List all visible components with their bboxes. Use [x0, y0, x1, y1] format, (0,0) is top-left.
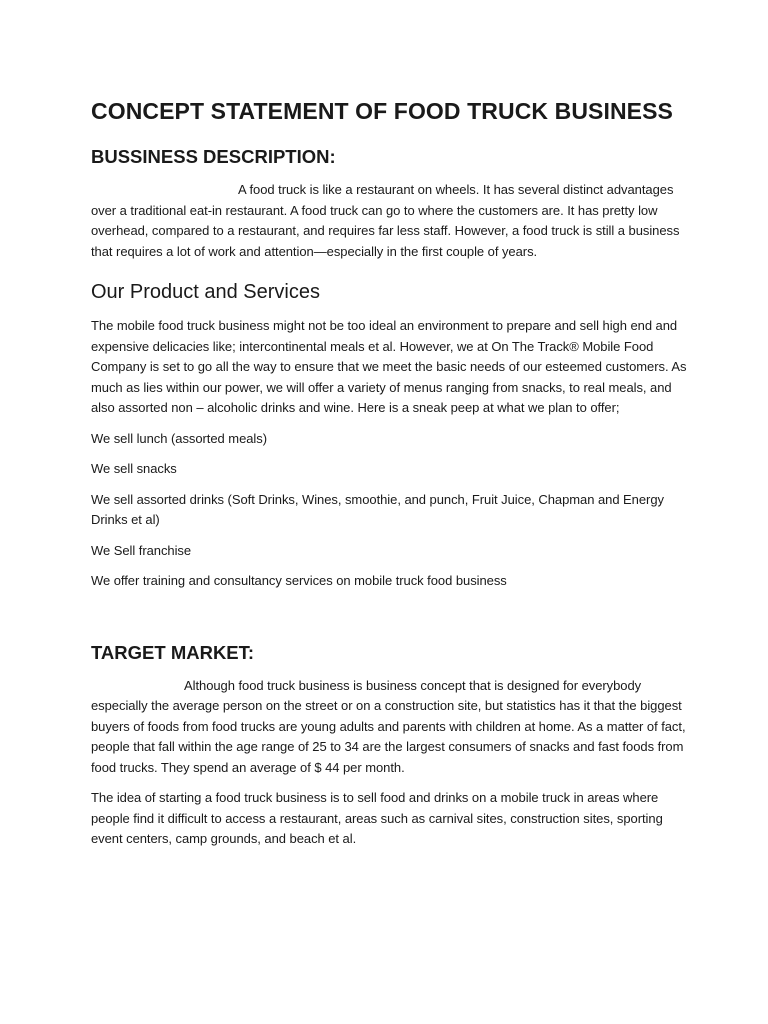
target-market-heading: TARGET MARKET:: [91, 641, 255, 663]
business-description-paragraph: A food truck is like a restaurant on wheels. It has several distinct advantages over a traditional eat-in restaurant. A food truck can go to where the customers are. It has pretty low overhead, compared to a restaurant, and requires far less staff. However, a food truck is still a business that requires a lot of work and attention—especially in the first couple of years.: [91, 182, 680, 259]
target-market-paragraph-1: Although food truck business is business concept that is designed for everybody especially the average person on the street or on a construction site, but statistics has it that the biggest buyers of foods from food trucks are young adults and parents with children at home. As a matter of fact, people that fall within the age range of 25 to 34 are the largest consumers of snacks and fast foods from food trucks. They spend an average of $ 44 per month.: [91, 677, 686, 775]
spacer: [91, 602, 691, 640]
offer-item-drinks: We sell assorted drinks (Soft Drinks, Wines, smoothie, and punch, Fruit Juice, Chapman and Energy Drinks et al): [91, 491, 664, 527]
target-market-paragraph-2: The idea of starting a food truck business is to sell food and drinks on a mobile truck in areas where people find it difficult to access a restaurant, areas such as carnival sites, construction sites, sporting event centers, camp grounds, and beach et al.: [91, 790, 663, 846]
products-services-intro: The mobile food truck business might not be too ideal an environment to prepare and sell high end and expensive delicacies like; intercontinental meals et al. However, we at On The Track® Mobile Food Company is set to go all the way to ensure that we meet the basic needs of our esteemed customers. As much as lies within our power, we will offer a variety of menus ranging from snacks, to real meals, and also assorted non – alcoholic drinks and wine. Here is a sneak peep at what we plan to offer;: [91, 318, 687, 415]
offer-item-lunch: We sell lunch (assorted meals): [91, 430, 267, 446]
offer-item-snacks: We sell snacks: [91, 461, 177, 476]
offer-item-franchise: We Sell franchise: [91, 542, 192, 558]
products-services-heading: Our Product and Services: [91, 281, 320, 303]
document-title: CONCEPT STATEMENT OF FOOD TRUCK BUSINESS: [91, 98, 673, 124]
business-description-heading: BUSSINESS DESCRIPTION:: [91, 146, 336, 167]
offer-item-training: We offer training and consultancy services on mobile truck food business: [91, 573, 507, 588]
document-page: [91, 96, 691, 860]
